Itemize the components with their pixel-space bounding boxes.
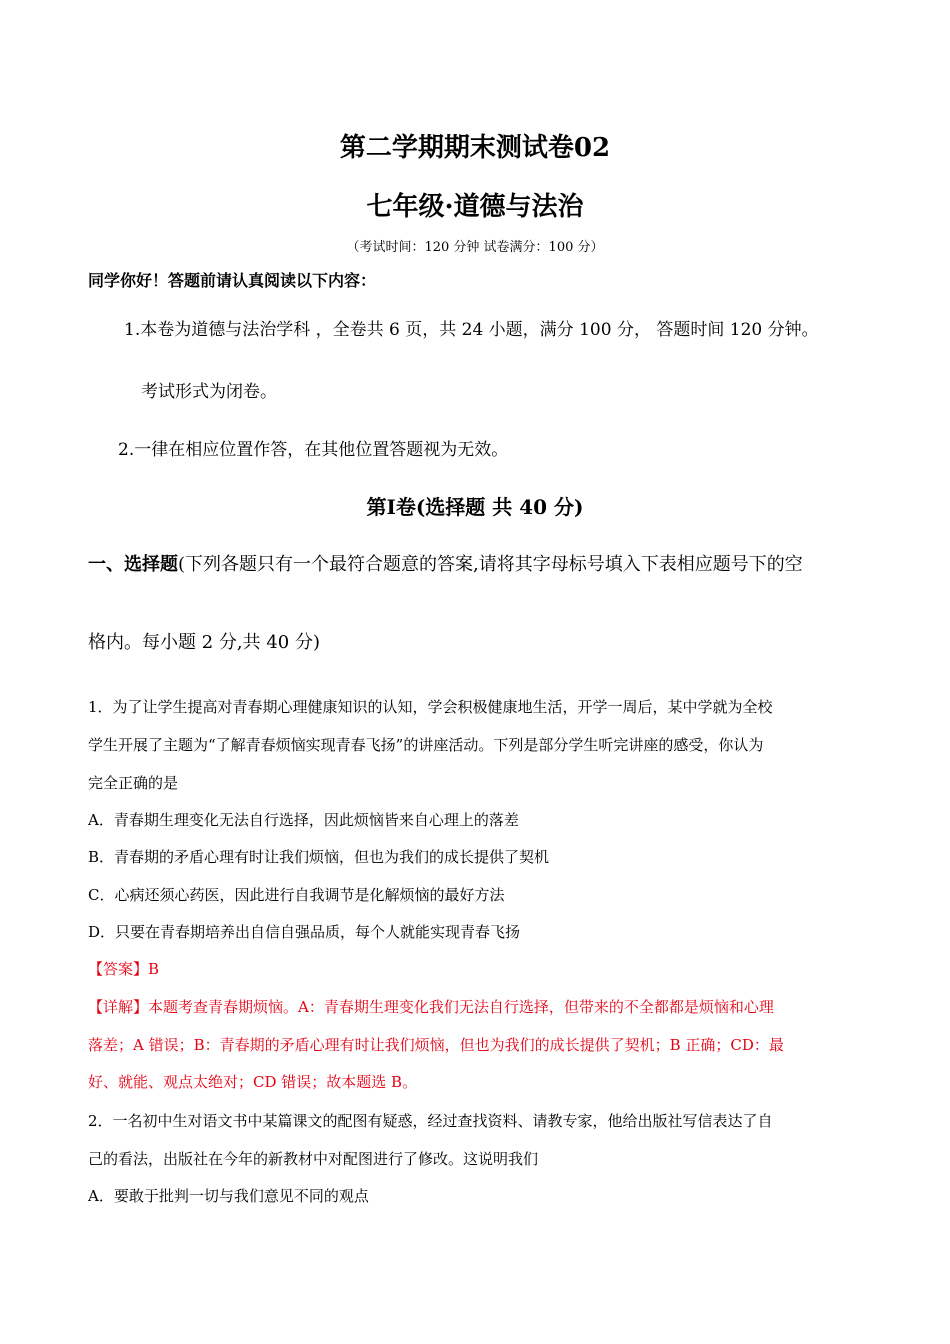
- section-heading: 第Ⅰ卷(选择题 共 40 分): [366, 495, 584, 519]
- question-2-stem-line-2: 己的看法，出版社在今年的新教材中对配图进行了修改。这说明我们: [88, 1150, 539, 1168]
- question-1-detail-line-1: 【详解】本题考查青春期烦恼。A：青春期生理变化我们无法自行选择，但带来的不全都都是烦恼和心理: [88, 998, 774, 1016]
- question-2-stem-line-1: 2．一名初中生对语文书中某篇课文的配图有疑惑，经过查找资料、请教专家，他给出版社写信表达了自: [88, 1112, 773, 1130]
- part-label: 一、选择题: [88, 554, 178, 575]
- part-desc-line-1: (下列各题只有一个最符合题意的答案,请将其字母标号填入下表相应题号下的空: [178, 554, 803, 575]
- question-1-stem-line-3: 完全正确的是: [88, 774, 179, 792]
- rule-1-line-2: 考试形式为闭卷。: [141, 382, 277, 402]
- rule-1-line-1: 1.本卷为道德与法治学科 ，全卷共 6 页，共 24 小题，满分 100 分， 答题时间 120 分钟。: [124, 320, 819, 340]
- question-1-option-b: B．青春期的矛盾心理有时让我们烦恼，但也为我们的成长提供了契机: [88, 848, 550, 866]
- question-1-answer: 【答案】B: [88, 960, 160, 978]
- question-2-option-a: A．要敢于批判一切与我们意见不同的观点: [88, 1187, 369, 1205]
- question-1-option-c: C．心病还须心药医，因此进行自我调节是化解烦恼的最好方法: [88, 886, 505, 904]
- question-1-option-d: D．只要在青春期培养出自信自强品质，每个人就能实现青春飞扬: [88, 923, 521, 941]
- question-1-detail-line-3: 好、就能、观点太绝对；CD 错误；故本题选 B。: [88, 1073, 418, 1091]
- greeting: 同学你好！答题前请认真阅读以下内容：: [88, 271, 377, 290]
- question-1-detail-line-2: 落差；A 错误；B：青春期的矛盾心理有时让我们烦恼，但也为我们的成长提供了契机；B 正确；CD：最: [88, 1036, 784, 1054]
- exam-subtitle: 七年级·道德与法治: [366, 192, 584, 222]
- exam-title: 第二学期期末测试卷02: [339, 133, 611, 163]
- rule-2: 2.一律在相应位置作答，在其他位置答题视为无效。: [118, 440, 509, 460]
- question-1-stem-line-2: 学生开展了主题为“了解青春烦恼实现青春飞扬”的讲座活动。下列是部分学生听完讲座的感受，你认为: [88, 736, 764, 754]
- exam-info: （考试时间：120 分钟 试卷满分：100 分）: [346, 240, 604, 255]
- part-desc-line-2: 格内。每小题 2 分,共 40 分): [88, 632, 320, 653]
- part-heading: [88, 550, 803, 576]
- question-1-stem-line-1: 1．为了让学生提高对青春期心理健康知识的认知，学会积极健康地生活，开学一周后，某中学就为全校: [88, 698, 773, 716]
- question-1-option-a: A．青春期生理变化无法自行选择，因此烦恼皆来自心理上的落差: [88, 811, 519, 829]
